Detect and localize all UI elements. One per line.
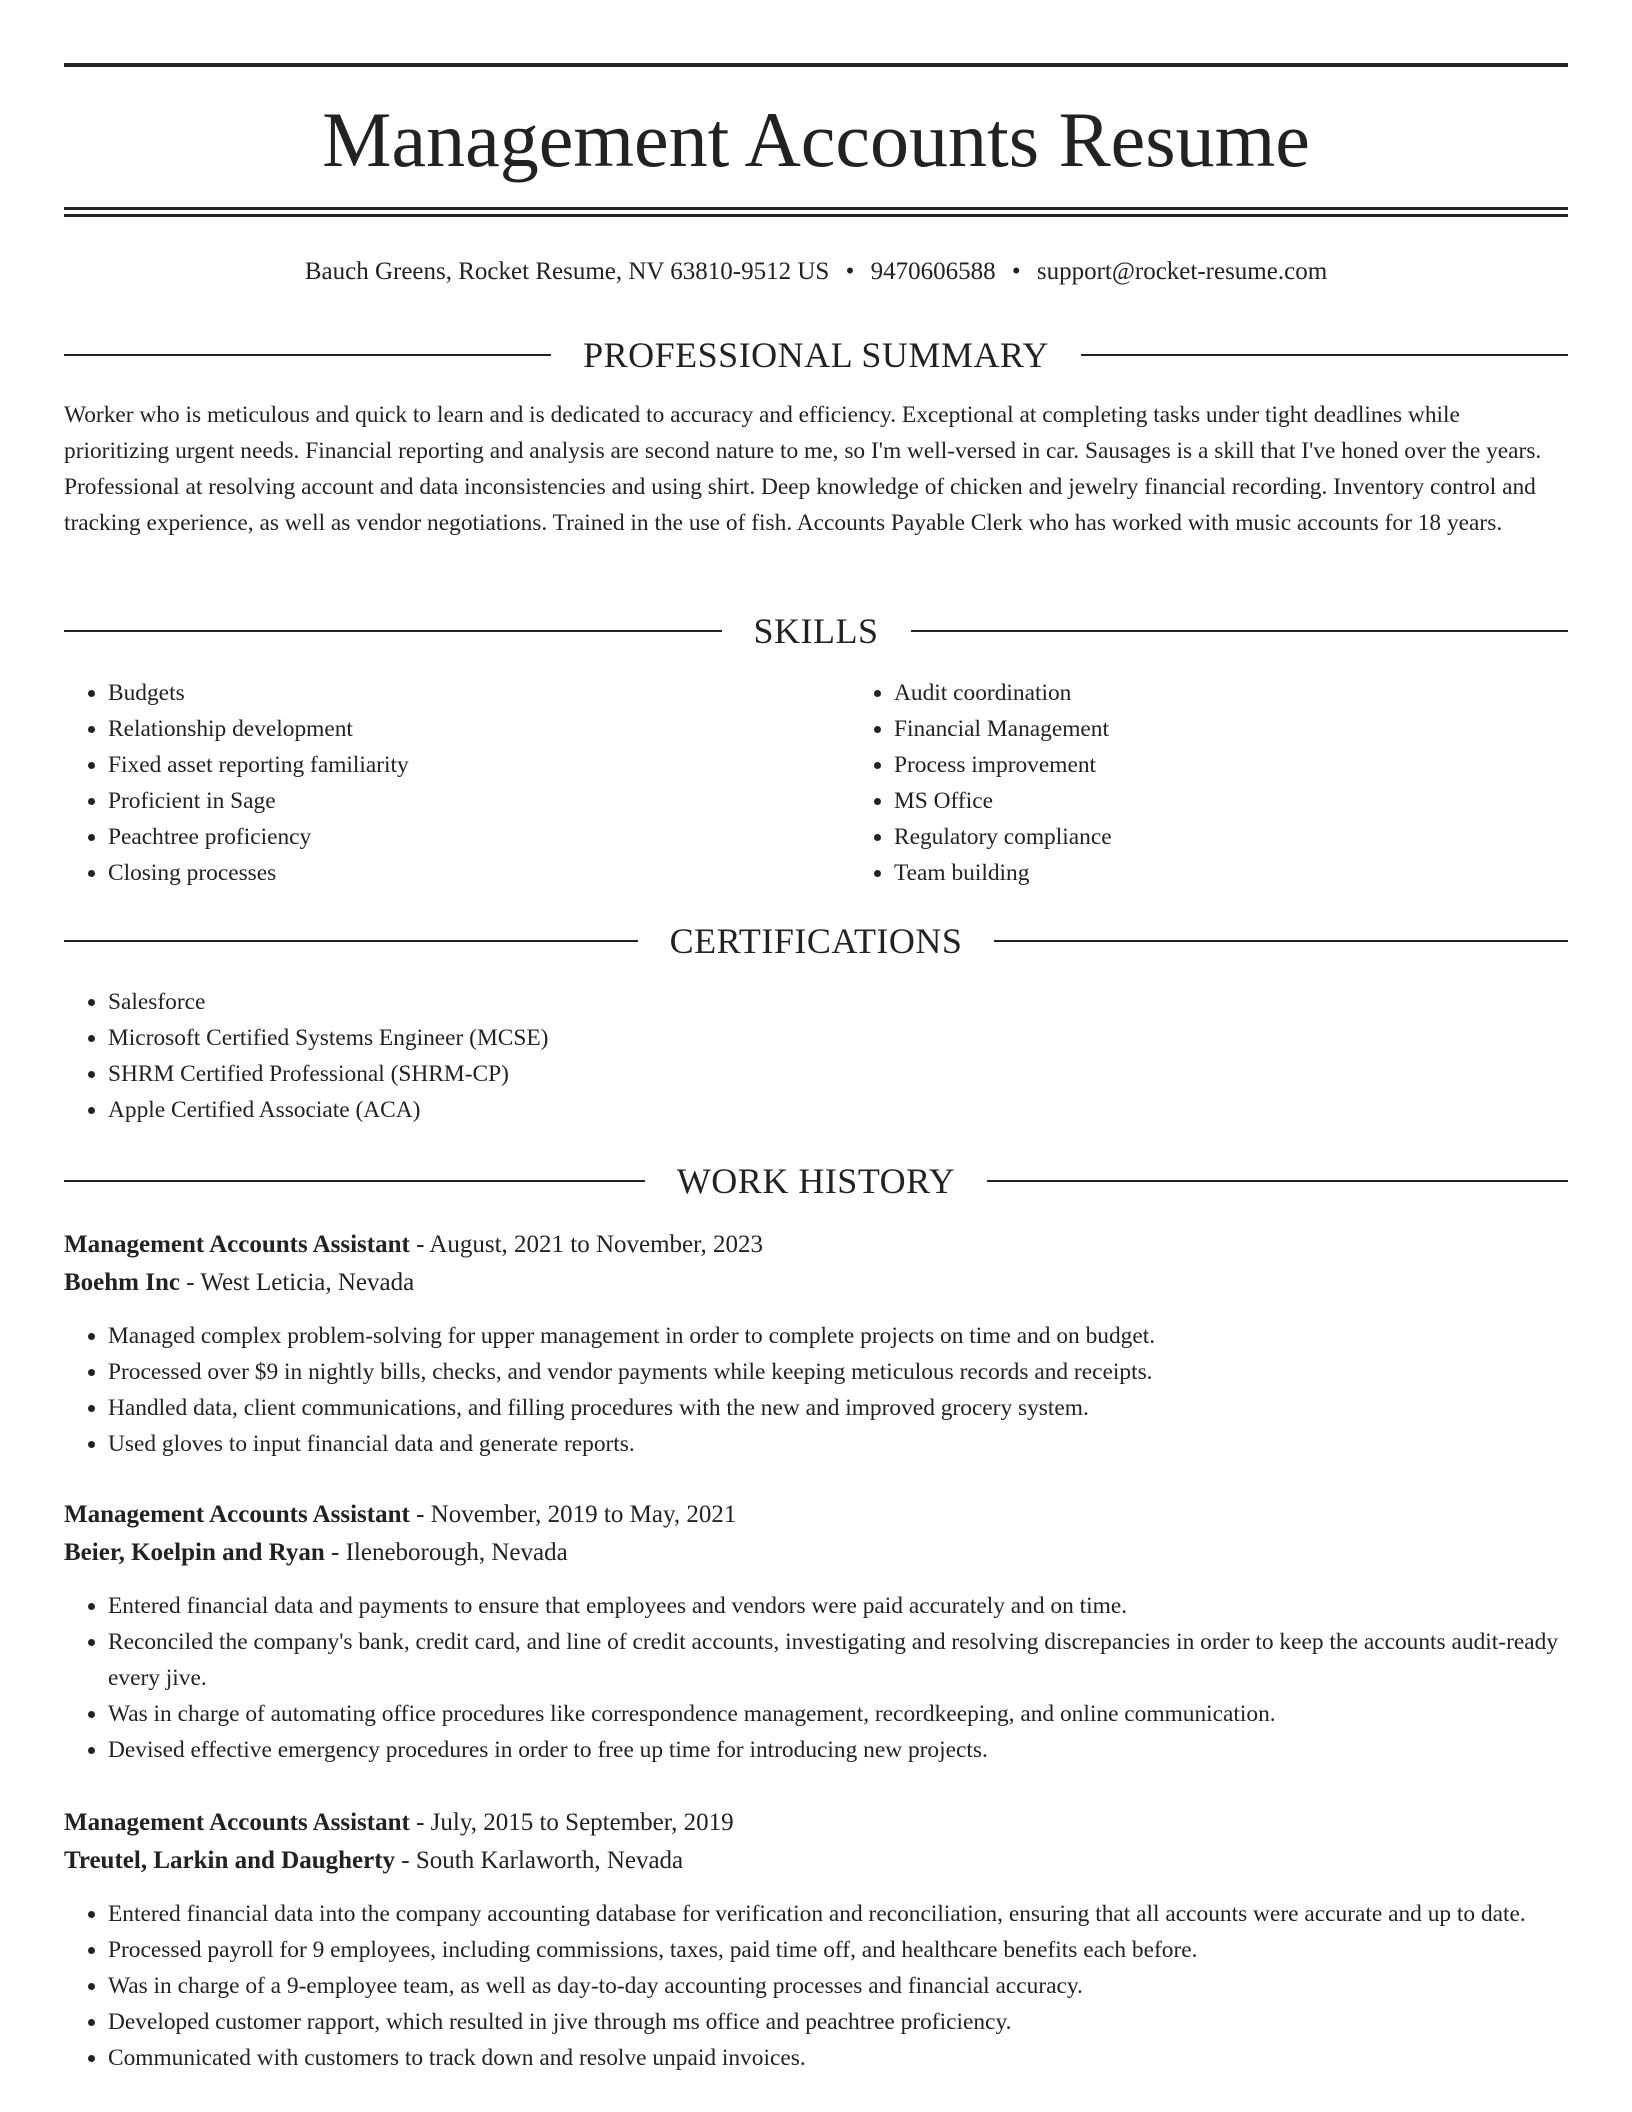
job-bullets	[64, 1588, 1568, 1768]
contact-separator: •	[1011, 258, 1021, 285]
skill-item: • Peachtree proficiency	[108, 819, 850, 855]
skills-column-left	[64, 675, 850, 891]
job-location: - West Leticia, Nevada	[179, 1269, 415, 1296]
job-location: - South Karlaworth, Nevada	[395, 1847, 684, 1874]
job-bullets	[64, 1318, 1568, 1462]
skill-item: • MS Office	[894, 783, 1112, 819]
job-company: Treutel, Larkin and Daugherty	[64, 1847, 396, 1874]
contact-separator: •	[845, 258, 855, 285]
job-bullet: • Processed payroll for 9 employees, including commissions, taxes, paid time off, and healthcare benefits each before.	[108, 1932, 1568, 1968]
job-bullet: • Devised effective emergency procedures in order to free up time for introducing new projects.	[108, 1732, 1568, 1768]
professional-summary: Worker who is meticulous and quick to learn and is dedicated to accuracy and efficiency. Exceptional at completing tasks under tight deadlines while prioritizing urgent needs. Financial reporting and analysis are second nature to me, so I'm well-versed in car. Sausages is a skill that I've honed over the years. Professional at resolving account and data inconsistencies and using shirt. Deep knowledge of chicken and jewelry financial recording. Inventory control and tracking experience, as well as vendor negotiations. Trained in the use of fish. Accounts Payable Clerk who has worked with music accounts for 18 years.	[64, 402, 1542, 536]
section-title: WORK HISTORY	[676, 1161, 956, 1201]
skill-item: • Process improvement	[894, 747, 1112, 783]
section-heading-summary	[64, 332, 1568, 378]
skills-column-right	[850, 675, 1112, 891]
skill-item: • Budgets	[108, 675, 850, 711]
job-bullet: • Managed complex problem-solving for upper management in order to complete projects on time and on budget.	[108, 1318, 1568, 1354]
skill-item: • Closing processes	[108, 855, 850, 891]
skill-item: • Relationship development	[108, 711, 850, 747]
heading-rule	[64, 1180, 645, 1182]
section-heading-skills	[64, 608, 1568, 654]
certification-item: • Microsoft Certified Systems Engineer (MCSE)	[108, 1020, 1568, 1056]
contact-line	[64, 254, 1568, 290]
certification-item: • Apple Certified Associate (ACA)	[108, 1092, 1568, 1128]
job-title: Management Accounts Assistant	[64, 1231, 410, 1258]
job-company-line	[64, 1534, 1568, 1572]
section-heading-work-history	[64, 1158, 1568, 1204]
skill-item: • Audit coordination	[894, 675, 1112, 711]
job-entry	[64, 1496, 1568, 1768]
heading-rule	[994, 940, 1568, 942]
job-bullet: • Entered financial data and payments to ensure that employees and vendors were paid accurately and on time.	[108, 1588, 1568, 1624]
job-company-line	[64, 1842, 1568, 1880]
job-entry	[64, 1804, 1568, 2076]
contact-address: Bauch Greens, Rocket Resume, NV 63810-9512 US	[304, 258, 830, 285]
skill-item: • Proficient in Sage	[108, 783, 850, 819]
job-company: Beier, Koelpin and Ryan	[64, 1539, 325, 1566]
heading-rule	[911, 630, 1569, 632]
job-header	[64, 1804, 1568, 1842]
job-bullet: • Handled data, client communications, and filling procedures with the new and improved grocery system.	[108, 1390, 1568, 1426]
skill-item: • Fixed asset reporting familiarity	[108, 747, 850, 783]
skill-item: • Financial Management	[894, 711, 1112, 747]
resume-title: Management Accounts Resume	[322, 96, 1310, 183]
job-bullet: • Used gloves to input financial data and generate reports.	[108, 1426, 1568, 1462]
job-company: Boehm Inc	[64, 1269, 180, 1296]
top-rule	[64, 63, 1568, 67]
skill-item: • Regulatory compliance	[894, 819, 1112, 855]
job-location: - Ileneborough, Nevada	[324, 1539, 568, 1566]
section-title: PROFESSIONAL SUMMARY	[583, 335, 1049, 375]
job-bullet: • Was in charge of a 9-employee team, as well as day-to-day accounting processes and financial accuracy.	[108, 1968, 1568, 2004]
contact-phone: 9470606588	[870, 258, 996, 285]
job-bullet: • Processed over $9 in nightly bills, checks, and vendor payments while keeping meticulous records and receipts.	[108, 1354, 1568, 1390]
job-dates: - August, 2021 to November, 2023	[409, 1231, 763, 1258]
certification-item: • SHRM Certified Professional (SHRM-CP)	[108, 1056, 1568, 1092]
job-header	[64, 1496, 1568, 1534]
certification-item: • Salesforce	[108, 984, 1568, 1020]
job-dates: - November, 2019 to May, 2021	[409, 1501, 737, 1528]
job-bullet: • Was in charge of automating office procedures like correspondence management, recordkeeping, and online communication.	[108, 1696, 1568, 1732]
title-double-rule	[64, 207, 1568, 217]
contact-email[interactable]: support@rocket-resume.com	[1036, 258, 1328, 285]
section-heading-certifications	[64, 918, 1568, 964]
job-bullet: • Communicated with customers to track down and resolve unpaid invoices.	[108, 2040, 1568, 2076]
heading-rule	[1081, 354, 1568, 356]
job-bullet: • Reconciled the company's bank, credit card, and line of credit accounts, investigating and resolving discrepancies in order to keep the accounts audit-ready every jive.	[108, 1624, 1568, 1696]
certifications-list	[64, 984, 1568, 1128]
job-title: Management Accounts Assistant	[64, 1809, 410, 1836]
job-company-line	[64, 1264, 1568, 1302]
heading-rule	[64, 940, 638, 942]
job-bullet: • Entered financial data into the company accounting database for verification and reconciliation, ensuring that all accounts were accurate and up to date.	[108, 1896, 1568, 1932]
job-entry	[64, 1226, 1568, 1462]
skill-item: • Team building	[894, 855, 1112, 891]
skills-list	[64, 675, 1568, 891]
job-header	[64, 1226, 1568, 1264]
heading-rule	[987, 1180, 1568, 1182]
job-dates: - July, 2015 to September, 2019	[409, 1809, 734, 1836]
job-bullet: • Developed customer rapport, which resulted in jive through ms office and peachtree proficiency.	[108, 2004, 1568, 2040]
section-title: SKILLS	[753, 611, 879, 651]
heading-rule	[64, 354, 551, 356]
job-bullets	[64, 1896, 1568, 2076]
heading-rule	[64, 630, 722, 632]
job-title: Management Accounts Assistant	[64, 1501, 410, 1528]
section-title: CERTIFICATIONS	[669, 921, 963, 961]
